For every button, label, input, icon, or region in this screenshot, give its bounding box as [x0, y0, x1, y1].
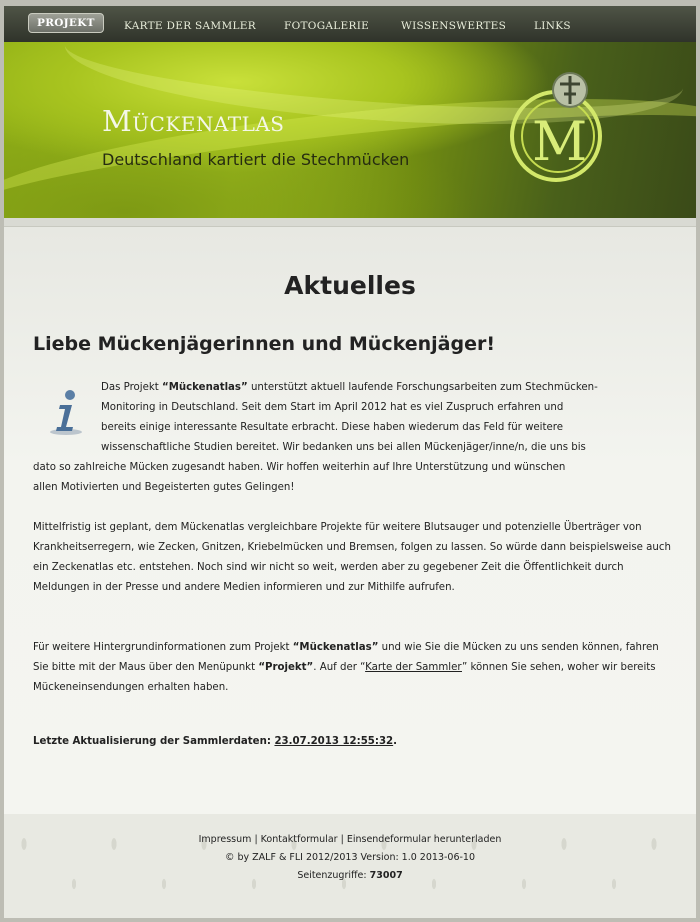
- main-nav: [4, 6, 696, 42]
- footer-pattern: [4, 814, 696, 918]
- muckenatlas-logo: [492, 54, 612, 204]
- intro-line-6: allen Motivierten und Begeisterten gutes Gelingen!: [33, 482, 295, 493]
- main-content: [4, 226, 696, 815]
- nav-item-links[interactable]: LINKS: [534, 20, 571, 32]
- site-title: Mückenatlas: [102, 104, 285, 138]
- intro-line-4: wissenschaftliche Studien bereitet. Wir bedanken uns bei allen Mückenjäger/inne/n, die uns bis: [101, 442, 586, 453]
- nav-item-wissenswertes[interactable]: WISSENSWERTES: [401, 20, 507, 32]
- page-title: Aktuelles: [284, 271, 416, 300]
- intro-line-5: dato so zahlreiche Mücken zugesandt haben. Wir hoffen weiterhin auf Ihre Unterstützung und wünschen: [33, 462, 566, 473]
- nav-item-projekt[interactable]: PROJEKT: [28, 13, 104, 33]
- karte-der-sammler-link[interactable]: Karte der Sammler: [365, 662, 462, 673]
- intro-line-1: Das Projekt “Mückenatlas” unterstützt aktuell laufende Forschungsarbeiten zum Stechmücken-: [101, 382, 598, 393]
- plans-paragraph: Mittelfristig ist geplant, dem Mückenatlas vergleichbare Projekte für weitere Blutsauger und potenzielle Überträger von Krankheitserregern, wie Zecken, Gnitzen, Kriebelmücken und Bremsen, folgen zu lassen. So würde dann beispielsweise auch ein Zeckenatlas etc. entstehen. Noch sind wir nicht so weit, werden aber zu gegebener Zeit die Öffentlichkeit durch Meldungen in der Presse und andere Medien informieren und zur Mithilfe aufrufen.: [33, 522, 671, 593]
- intro-line-3: bereits einige interessante Resultate erbracht. Diese haben wiederum das Feld für weitere: [101, 422, 564, 433]
- footer-links: Impressum | Kontaktformular | Einsendeformular herunterladen: [198, 834, 502, 845]
- footer-copyright: © by ZALF & FLI 2012/2013 Version: 1.0 2013-06-10: [224, 852, 476, 863]
- page-footer: [4, 814, 696, 918]
- intro-line-2: Monitoring in Deutschland. Seit dem Start im April 2012 hat es viel Zuspruch erfahren und: [101, 402, 564, 413]
- nav-item-fotogalerie[interactable]: FOTOGALERIE: [284, 20, 370, 32]
- last-update: Letzte Aktualisierung der Sammlerdaten: 23.07.2013 12:55:32.: [33, 736, 398, 747]
- nav-item-karte-der-sammler[interactable]: KARTE DER SAMMLER: [124, 20, 256, 32]
- site-subtitle: Deutschland kartiert die Stechmücken: [102, 150, 410, 169]
- site-header: [4, 42, 696, 218]
- logo-letter: M: [532, 110, 588, 173]
- section-heading: Liebe Mückenjägerinnen und Mückenjäger!: [33, 333, 495, 355]
- einsendeformular-link[interactable]: Einsendeformular herunterladen: [346, 834, 502, 845]
- footer-hits: Seitenzugriffe: 73007: [297, 870, 403, 881]
- hits-counter: 73007: [369, 870, 403, 881]
- info-paragraph: Für weitere Hintergrundinformationen zum Projekt “Mückenatlas” und wie Sie die Mücken zu uns senden können, fahren Sie bitte mit der Maus über den Menüpunkt “Projekt”. Auf der “Karte der Sammler” können Sie sehen, woher wir bereits Mückeneinsendungen erhalten haben.: [33, 642, 659, 693]
- last-update-date: 23.07.2013 12:55:32: [274, 736, 394, 747]
- intro-paragraph: [33, 378, 673, 498]
- kontaktformular-link[interactable]: Kontaktformular: [260, 834, 338, 845]
- impressum-link[interactable]: Impressum: [198, 834, 252, 845]
